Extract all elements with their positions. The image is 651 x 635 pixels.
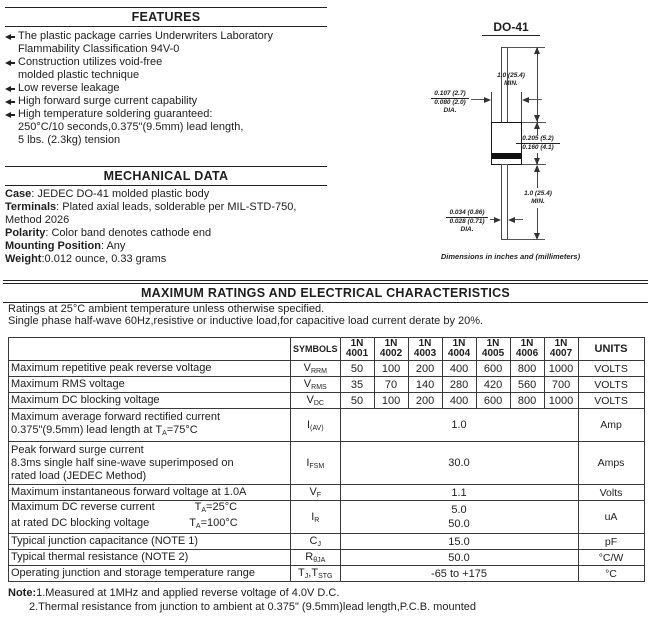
- text: 8.3ms single half sine-wave superimposed on: [11, 456, 234, 469]
- cathode-band: [492, 153, 521, 159]
- text: at rated DC blocking voltage $T_A=100^\circ C$: [11, 517, 238, 530]
- text: 4007: [549, 348, 573, 359]
- text: Construction utilizes void-free: [18, 56, 163, 68]
- symbol-cell: $I_{FSM}$: [291, 442, 341, 485]
- text: 1N: [486, 337, 500, 349]
- text: DC: [313, 400, 324, 407]
- value-cell: 800: [510, 361, 544, 377]
- condition-line: Single phase half-wave 60Hz,resistive or inductive load,for capacitive load current derate by 20%.: [8, 314, 484, 327]
- dim-arrow-right-icon: [484, 97, 491, 103]
- note-label: Note:: [8, 587, 37, 599]
- symbols-header: SYMBOLS: [291, 338, 341, 361]
- value-cell: [340, 550, 578, 566]
- text: 1.0 (25.4): [497, 72, 525, 79]
- features-section-header: [5, 7, 327, 27]
- note-line-1: [8, 586, 648, 600]
- text: -65 to +175: [431, 567, 487, 580]
- value-cell: 600: [476, 361, 510, 377]
- value-cell: 200: [408, 361, 442, 377]
- feature-item: [5, 82, 340, 95]
- feature-item: [5, 108, 340, 147]
- dim-arrow-down-icon: [534, 115, 540, 122]
- param-cell: [9, 566, 291, 582]
- text: 1.Measured at 1MHz and applied reverse voltage of 4.0V D.C.: [36, 587, 340, 599]
- feature-text: [18, 30, 273, 56]
- dim-lead-diameter: [446, 209, 488, 234]
- dim-arrow-up-icon: [534, 47, 540, 54]
- text: MIN.: [531, 198, 545, 205]
- feature-item: [5, 30, 340, 56]
- feature-text: [18, 108, 243, 147]
- dimension-line: [537, 208, 538, 234]
- text: Low reverse leakage: [18, 82, 120, 94]
- text: : Any: [100, 240, 126, 252]
- text: Maximum average forward rectified current: [11, 410, 221, 423]
- part-header-4007: [544, 338, 578, 361]
- text: [9, 338, 645, 582]
- text: Weight: [5, 253, 42, 265]
- value-cell: 700: [544, 377, 578, 393]
- units-header: UNITS: [578, 338, 644, 361]
- text: Typical junction capacitance (NOTE 1): [11, 535, 199, 547]
- text: J: [304, 573, 309, 580]
- unit-cell: pF: [578, 534, 644, 550]
- dimension-line: [537, 48, 538, 122]
- feature-text: [18, 82, 120, 95]
- param-header-empty: [9, 338, 291, 361]
- table-row: [9, 377, 645, 393]
- value-cell: 420: [476, 377, 510, 393]
- value-cell: 50: [340, 393, 374, 409]
- text: Maximum repetitive peak reverse voltage: [11, 362, 212, 374]
- dim-arrow-right-icon: [494, 217, 501, 223]
- unit-cell: VOLTS: [578, 377, 644, 393]
- text: Method 2026: [5, 214, 70, 226]
- feature-text: [18, 95, 197, 108]
- part-header-4002: [374, 338, 408, 361]
- text: Operating junction and storage temperature range: [11, 567, 255, 579]
- features-list: [5, 30, 340, 147]
- text: rated load (JEDEC Method): [11, 469, 147, 482]
- text: 1.0 (25.4): [524, 190, 552, 197]
- dimension-line: [471, 99, 485, 100]
- dim-body-diameter: [431, 90, 469, 115]
- symbol-cell: $V_{DC}$: [291, 393, 341, 409]
- unit-cell: uA: [578, 501, 644, 534]
- text: : Plated axial leads, solderable per MIL-STD-750,: [56, 201, 297, 213]
- dimension-line: [515, 219, 523, 220]
- text: R: [314, 516, 320, 524]
- dim-top-lead-length: [488, 72, 534, 88]
- param-cell: [9, 377, 291, 393]
- text: [11, 88, 15, 90]
- text: Mounting Position: [5, 240, 101, 252]
- unit-cell: VOLTS: [578, 393, 644, 409]
- unit-cell: °C/W: [578, 550, 644, 566]
- text: FSM: [309, 462, 325, 470]
- rating-conditions: [8, 304, 648, 327]
- feature-item: [5, 95, 340, 108]
- bullet-arrow-icon: [5, 60, 18, 66]
- ratings-table: [8, 337, 645, 582]
- value-cell: 200: [408, 393, 442, 409]
- dim-arrow-up-icon: [534, 165, 540, 172]
- text: 1.1: [451, 486, 467, 499]
- table-row: [9, 361, 645, 377]
- param-cell: [9, 501, 291, 534]
- param-cell: [9, 485, 291, 501]
- text: F: [316, 492, 322, 499]
- text: 1N: [554, 337, 568, 349]
- mechanical-line: [5, 253, 345, 266]
- text: A: [162, 429, 167, 437]
- notes: [8, 586, 648, 614]
- text: [11, 36, 15, 38]
- value-cell: [340, 566, 578, 582]
- table-row: [9, 442, 645, 485]
- text: Maximum DC blocking voltage: [11, 394, 160, 406]
- value-cell: [340, 442, 578, 485]
- value-cell: 1000: [544, 361, 578, 377]
- mechanical-line: [5, 240, 345, 253]
- text: : Color band denotes cathode end: [45, 227, 212, 239]
- symbol-cell: $R_{\theta JA}$: [291, 550, 341, 566]
- table-row: [9, 550, 645, 566]
- param-cell: [9, 361, 291, 377]
- text: θJA: [313, 557, 326, 564]
- table-row: [9, 501, 645, 534]
- unit-cell: Volts: [578, 485, 644, 501]
- symbol-cell: $I_{(AV)}$: [291, 409, 341, 442]
- param-cell: [9, 550, 291, 566]
- table-row: [9, 566, 645, 582]
- param-cell: [9, 393, 291, 409]
- value-cell: [340, 534, 578, 550]
- mechanical-data: [5, 188, 345, 266]
- section-rule: [3, 280, 648, 281]
- symbol-cell: $I_R$: [291, 501, 341, 534]
- dim-arrow-down-icon: [534, 158, 540, 165]
- table-row: [9, 409, 645, 442]
- symbol-cell: $V_F$: [291, 485, 341, 501]
- text: 0.375"(9.5mm) lead length at $T_A=75^\circ C$: [11, 423, 198, 437]
- dim-arrow-up-icon: [534, 122, 540, 129]
- text: Case: [5, 188, 32, 200]
- dim-body-length: [516, 135, 560, 152]
- text: 0.205 (5.2): [516, 135, 560, 144]
- bottom-lead: [501, 164, 508, 240]
- text: 1N: [452, 337, 466, 349]
- value-cell: [340, 409, 578, 442]
- part-header-4001: [340, 338, 374, 361]
- text: DIA.: [443, 107, 457, 114]
- mechanical-line: [5, 214, 345, 227]
- table-row: [9, 393, 645, 409]
- text: (AV): [310, 424, 324, 432]
- unit-cell: VOLTS: [578, 361, 644, 377]
- value-cell: 560: [510, 377, 544, 393]
- text: 1N: [520, 337, 534, 349]
- condition-line: Ratings at 25°C ambient temperature unless otherwise specified.: [8, 303, 325, 315]
- text: molded plastic technique: [18, 69, 140, 81]
- param-cell: [9, 442, 291, 485]
- text: 15.0: [448, 535, 470, 548]
- text: 1.0: [451, 419, 467, 431]
- bullet-arrow-icon: [5, 86, 18, 92]
- bullet-arrow-icon: [5, 34, 18, 40]
- value-cell: 400: [442, 393, 476, 409]
- part-header-4003: [408, 338, 442, 361]
- text: 4004: [447, 348, 471, 359]
- text: High forward surge current capability: [18, 95, 198, 107]
- text: Polarity: [5, 227, 46, 239]
- part-header-4006: [510, 338, 544, 361]
- value-cell: 800: [510, 393, 544, 409]
- mechanical-title: MECHANICAL DATA: [103, 169, 229, 183]
- table-row: [9, 534, 645, 550]
- text: :0.012 ounce, 0.33 grams: [41, 253, 167, 265]
- text: MIN.: [504, 80, 518, 87]
- part-header-4004: [442, 338, 476, 361]
- text: 4005: [481, 348, 505, 359]
- value-cell: 100: [374, 361, 408, 377]
- unit-cell: °C: [578, 566, 644, 582]
- unit-cell: Amp: [578, 409, 644, 442]
- text: 4002: [379, 348, 403, 359]
- param-cell: [9, 409, 291, 442]
- value-cell: 35: [340, 377, 374, 393]
- value-cell: 140: [408, 377, 442, 393]
- symbol-cell: $V_{RMS}$: [291, 377, 341, 393]
- ratings-title: MAXIMUM RATINGS AND ELECTRICAL CHARACTERISTICS: [140, 286, 511, 300]
- text: 50.0: [448, 518, 470, 530]
- text: 0.080 (2.0): [434, 99, 466, 106]
- text: Peak forward surge current: [11, 443, 144, 456]
- features-title: FEATURES: [131, 10, 201, 24]
- text: 1N: [350, 337, 364, 349]
- text: 50.0: [448, 551, 470, 564]
- text: Flammability Classification 94V-0: [18, 43, 180, 55]
- value-cell: 50: [340, 361, 374, 377]
- text: 4006: [515, 348, 539, 359]
- text: 0.160 (4.1): [522, 144, 554, 151]
- text: 0.028 (0.71): [449, 218, 485, 225]
- dim-arrow-down-icon: [534, 233, 540, 240]
- mechanical-line: [5, 201, 345, 214]
- text: : JEDEC DO-41 molded plastic body: [31, 188, 210, 200]
- text: [11, 101, 15, 103]
- value-cell: 100: [374, 393, 408, 409]
- mechanical-section-header: [5, 166, 327, 186]
- text: 1N: [418, 337, 432, 349]
- value-cell: 600: [476, 393, 510, 409]
- text: Terminals: [5, 201, 57, 213]
- text: [11, 114, 15, 116]
- text: RMS: [311, 384, 327, 391]
- value-cell: [340, 485, 578, 501]
- bullet-arrow-icon: [5, 112, 18, 118]
- note-line-2: 2.Thermal resistance from junction to ambient at 0.375" (9.5mm)lead length,P.C.B. mounted: [29, 601, 476, 613]
- table-header-row: [9, 338, 645, 361]
- dim-bottom-lead-length: [515, 190, 561, 206]
- do41-package-diagram: [378, 14, 651, 264]
- text: 30.0: [448, 457, 470, 469]
- value-cell: 400: [442, 361, 476, 377]
- table-row: [9, 485, 645, 501]
- text: 4001: [345, 348, 369, 359]
- unit-cell: Amps: [578, 442, 644, 485]
- ratings-section-header: [3, 283, 648, 303]
- text: Maximum instantaneous forward voltage at 1.0A: [11, 486, 247, 498]
- bullet-arrow-icon: [5, 99, 18, 105]
- symbol-cell: $V_{RRM}$: [291, 361, 341, 377]
- value-cell: 1000: [544, 393, 578, 409]
- text: 0.107 (2.7): [431, 90, 469, 99]
- dimension-line: [529, 99, 542, 100]
- text: The plastic package carries Underwriters Laboratory: [18, 30, 273, 42]
- text: Maximum RMS voltage: [11, 378, 125, 390]
- text: 5.0: [451, 504, 467, 516]
- feature-text: [18, 56, 162, 82]
- text: 5 lbs. (2.3kg) tension: [18, 134, 121, 146]
- text: 0.034 (0.86): [446, 209, 488, 218]
- mechanical-line: [5, 188, 345, 201]
- value-cell: 280: [442, 377, 476, 393]
- text: RRM: [310, 368, 327, 375]
- symbol-cell: $T_J,T_{STG}$: [291, 566, 341, 582]
- package-title: DO-41: [482, 20, 540, 36]
- text: J: [317, 541, 321, 548]
- dim-arrow-left-icon: [522, 97, 529, 103]
- feature-item: [5, 56, 340, 82]
- mechanical-line: [5, 227, 345, 240]
- text: [11, 62, 15, 64]
- diagram-caption: Dimensions in inches and (millimeters): [440, 252, 581, 261]
- dim-arrow-left-icon: [508, 217, 515, 223]
- text: A: [201, 507, 207, 514]
- text: STG: [318, 573, 333, 580]
- symbol-cell: $C_J$: [291, 534, 341, 550]
- text: DIA.: [460, 226, 474, 233]
- text: 4003: [413, 348, 437, 359]
- text: Maximum DC reverse current $T_A=25^\circ C$: [11, 501, 238, 514]
- text: 250°C/10 seconds,0.375"(9.5mm) lead length,: [18, 121, 244, 133]
- extension-line: [491, 92, 492, 122]
- value-cell: 70: [374, 377, 408, 393]
- text: 1N: [384, 337, 398, 349]
- text: Typical thermal resistance (NOTE 2): [11, 551, 189, 563]
- part-header-4005: [476, 338, 510, 361]
- text: High temperature soldering guaranteed:: [18, 108, 213, 120]
- text: A: [195, 523, 201, 530]
- value-cell: [340, 501, 578, 534]
- param-cell: [9, 534, 291, 550]
